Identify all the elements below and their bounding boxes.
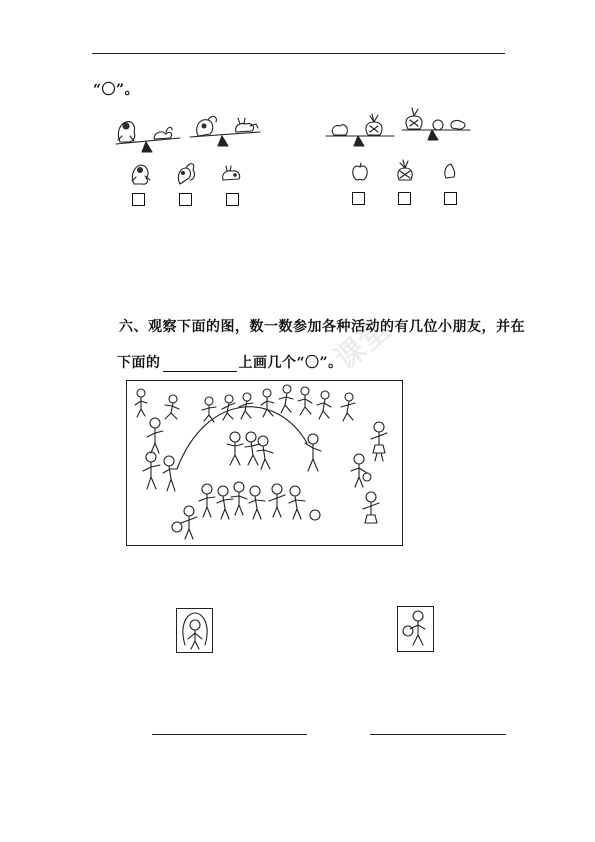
jump-rope-child-icon [177,609,214,654]
answer-box-apple[interactable] [352,192,365,205]
answer-line-jump-rope[interactable] [152,734,307,735]
fruit-balance-illustration [320,106,480,151]
rabbit-icon [220,165,242,183]
section-six-line1: 六、观察下面的图，数一数参加各种活动的有几位小朋友，并在 [119,319,525,335]
fill-in-blank-line[interactable] [163,358,237,372]
watermark: 课堂 [328,311,397,378]
monkey-icon [130,162,152,186]
ball-play-example-frame [397,606,434,652]
animal-balance-illustration [110,112,280,157]
scale-left-1 [116,122,180,152]
scale-right-1 [326,114,394,146]
section-six-line2-suffix: 上画几个“〇”。 [238,355,343,371]
ball-group [172,482,320,539]
right-children [351,422,387,523]
scale-left-2 [190,116,260,146]
apple-icon [351,162,369,182]
scale-right-2 [402,108,470,140]
answer-box-rabbit[interactable] [226,193,239,206]
playground-drawing [127,381,403,546]
answer-box-monkey[interactable] [132,193,145,206]
section-six-line2 [117,352,343,372]
jump-rope-group [143,407,321,491]
jump-rope-example-frame [176,608,213,653]
answer-box-pineapple[interactable] [398,192,411,205]
squirrel-icon [174,160,196,186]
section-six-line2-prefix: 下面的 [117,355,161,371]
playground-scene [126,380,403,546]
answer-box-squirrel[interactable] [179,193,192,206]
continued-instruction: “〇”。 [93,82,140,98]
header-rule [92,53,505,54]
ball-child-icon [398,607,435,653]
lemon-icon [442,162,458,180]
running-children [135,385,355,422]
pineapple-icon [396,158,414,182]
answer-box-lemon[interactable] [444,192,457,205]
answer-line-ball-play[interactable] [370,734,506,735]
